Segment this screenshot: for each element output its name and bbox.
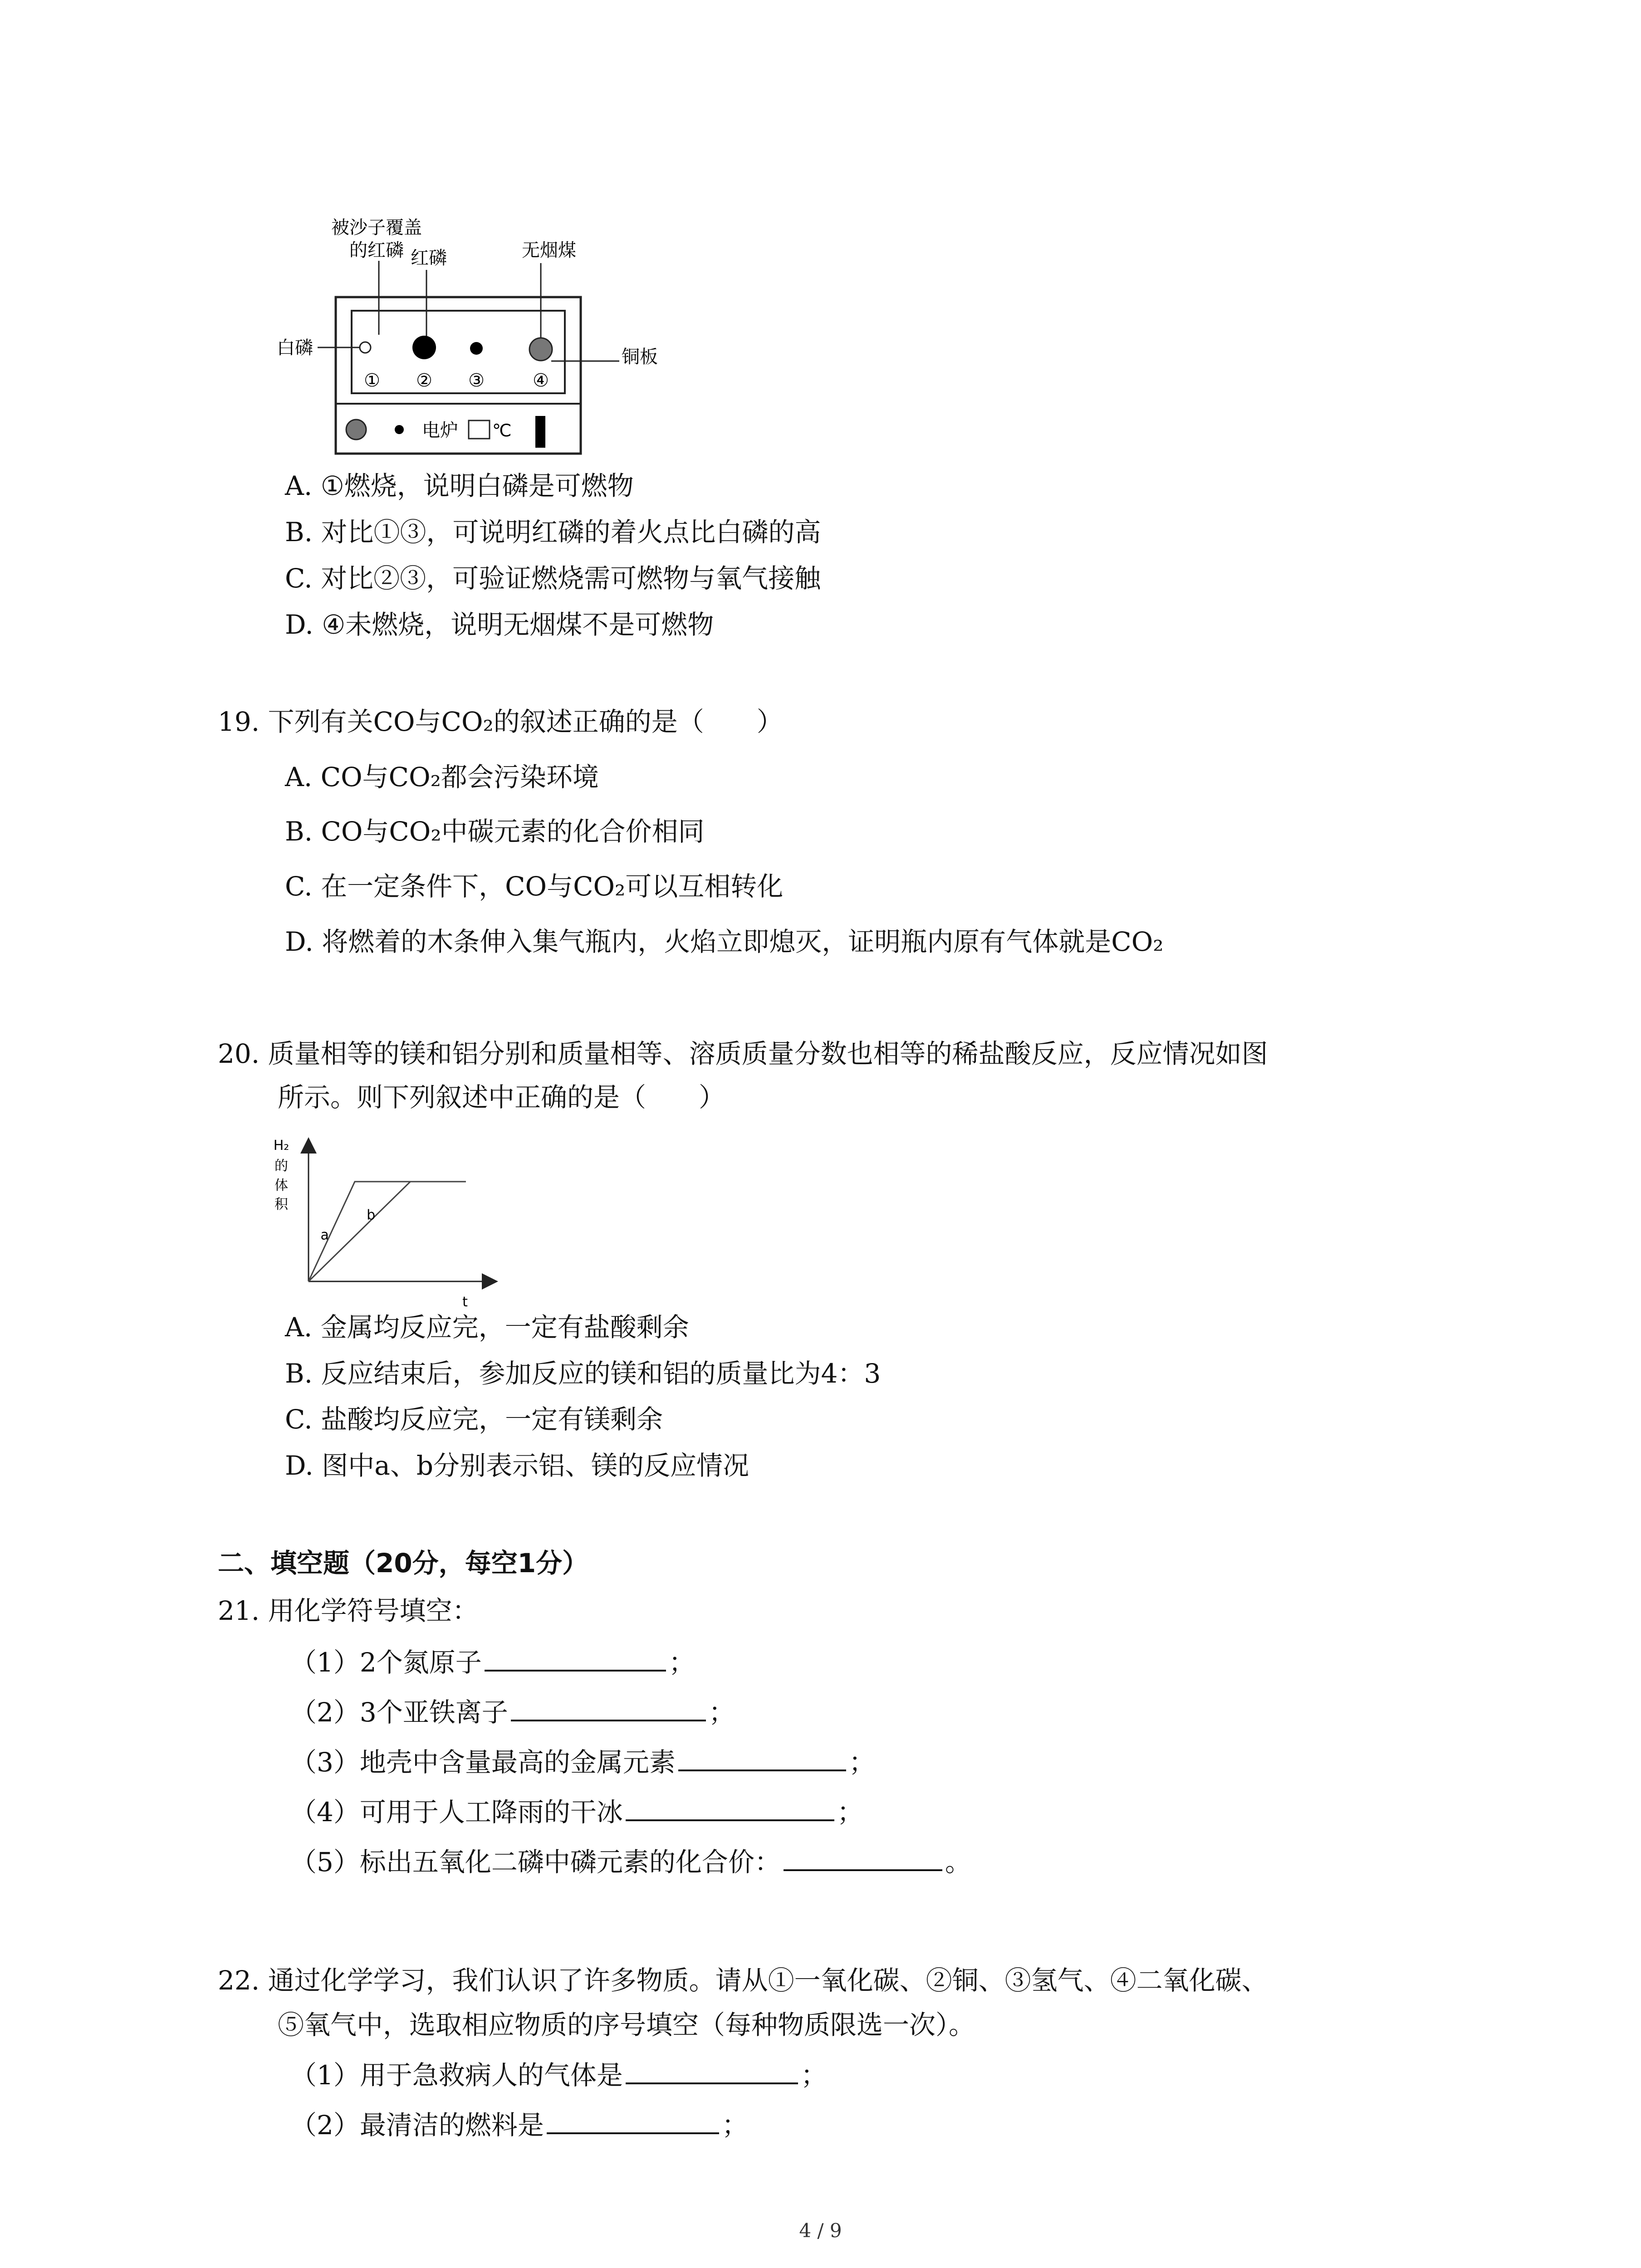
q21-item-1-end: ；	[668, 1647, 695, 1678]
q21-item-4-end: ；	[837, 1797, 863, 1828]
q22-stem-line1: 22. 通过化学学习，我们认识了许多物质。请从①一氧化碳、②铜、③氢气、④二氧化碳、	[218, 1965, 1268, 1996]
stove-label: 电炉	[422, 420, 458, 441]
label-white-phosphorus: 白磷	[277, 337, 313, 358]
answer-blank[interactable]	[511, 1694, 706, 1721]
q21-stem: 21. 用化学符号填空：	[218, 1595, 479, 1626]
y-axis-label-line3: 体	[274, 1178, 288, 1193]
q22-item-1-end: ；	[800, 2060, 827, 2091]
answer-blank[interactable]	[626, 2057, 798, 2084]
series-label-a: a	[320, 1227, 329, 1243]
q20-option-a: A. 金属均反应完，一定有盐酸剩余	[285, 1312, 689, 1343]
section-2-title: 二、填空题（20分，每空1分）	[218, 1548, 589, 1579]
marker-4: ④	[533, 370, 549, 391]
covered-red-phosphorus-sample	[412, 336, 436, 359]
q21-item-5-end: 。	[945, 1847, 971, 1877]
q18-option-c: C. 对比②③，可验证燃烧需可燃物与氧气接触	[285, 563, 821, 594]
white-phosphorus-sample	[360, 342, 371, 353]
q21-item-2	[290, 1694, 735, 1729]
anthracite-sample	[529, 338, 552, 361]
q21-item-5-text: （5）标出五氧化二磷中磷元素的化合价：	[290, 1847, 781, 1877]
answer-blank[interactable]	[626, 1794, 834, 1821]
x-axis-label: t	[462, 1294, 468, 1310]
y-axis-label-line1: H₂	[273, 1138, 289, 1154]
q22-stem-line2: ⑤氧气中，选取相应物质的序号填空（每种物质限选一次）。	[278, 2009, 975, 2040]
answer-blank[interactable]	[784, 1844, 942, 1871]
stove-indicator-icon	[395, 425, 404, 434]
q21-item-3-text: （3）地壳中含量最高的金属元素	[290, 1747, 676, 1778]
answer-blank[interactable]	[547, 2107, 719, 2134]
q18-option-a: A. ①燃烧，说明白磷是可燃物	[285, 470, 634, 501]
q21-item-4-text: （4）可用于人工降雨的干冰	[290, 1797, 623, 1828]
y-axis-label-line4: 积	[274, 1197, 288, 1212]
series-line-a	[309, 1182, 466, 1281]
q21-item-3	[290, 1744, 875, 1779]
temperature-display-icon	[469, 420, 490, 439]
combustion-experiment-figure	[263, 213, 694, 467]
q19-option-b: B. CO与CO₂中碳元素的化合价相同	[285, 816, 705, 847]
q19-stem: 19. 下列有关CO与CO₂的叙述正确的是（ ）	[218, 706, 783, 737]
label-red-phosphorus: 红磷	[411, 248, 447, 269]
q19-option-d: D. 将燃着的木条伸入集气瓶内，火焰立即熄灭，证明瓶内原有气体就是CO₂	[285, 926, 1164, 957]
q22-item-1	[290, 2057, 827, 2092]
red-phosphorus-sample	[470, 342, 483, 355]
label-covered-red-phosphorus-2: 的红磷	[349, 240, 404, 261]
marker-3: ③	[468, 370, 485, 391]
q20-option-b: B. 反应结束后，参加反应的镁和铝的质量比为4：3	[285, 1358, 881, 1389]
q21-item-2-text: （2）3个亚铁离子	[290, 1697, 508, 1728]
y-axis-label-line2: 的	[274, 1158, 288, 1174]
q20-option-d: D. 图中a、b分别表示铝、镁的反应情况	[285, 1450, 749, 1481]
q21-item-3-end: ；	[848, 1747, 875, 1778]
q21-item-4	[290, 1794, 863, 1828]
q18-option-d: D. ④未燃烧，说明无烟煤不是可燃物	[285, 609, 714, 640]
q21-item-1-text: （1）2个氮原子	[290, 1647, 482, 1678]
q19-option-a: A. CO与CO₂都会污染环境	[285, 762, 599, 792]
temperature-unit: ℃	[492, 420, 512, 440]
q18-option-b: B. 对比①③，可说明红磷的着火点比白磷的高	[285, 517, 821, 547]
q20-stem-line2: 所示。则下列叙述中正确的是（ ）	[278, 1082, 725, 1113]
q22-item-2-text: （2）最清洁的燃料是	[290, 2110, 544, 2141]
q21-item-5	[290, 1844, 971, 1878]
series-label-b: b	[367, 1207, 376, 1223]
q20-option-c: C. 盐酸均反应完，一定有镁剩余	[285, 1404, 663, 1435]
q20-stem-line1: 20. 质量相等的镁和铝分别和质量相等、溶质质量分数也相等的稀盐酸反应，反应情况如图	[218, 1038, 1268, 1069]
q21-item-1	[290, 1644, 695, 1679]
label-anthracite: 无烟煤	[522, 240, 576, 261]
label-covered-red-phosphorus: 被沙子覆盖	[331, 217, 422, 238]
stove-knob-icon	[346, 420, 366, 440]
page-number: 4 / 9	[799, 2219, 842, 2242]
marker-2: ②	[416, 370, 432, 391]
q21-item-2-end: ；	[708, 1697, 735, 1728]
answer-blank[interactable]	[485, 1644, 666, 1672]
q22-item-2-end: ；	[721, 2110, 748, 2141]
answer-blank[interactable]	[678, 1744, 846, 1771]
marker-1: ①	[364, 370, 380, 391]
q22-item-1-text: （1）用于急救病人的气体是	[290, 2060, 623, 2091]
hydrogen-volume-chart	[268, 1136, 504, 1318]
label-copper-plate: 铜板	[622, 347, 658, 367]
q19-option-c: C. 在一定条件下，CO与CO₂可以互相转化	[285, 871, 784, 902]
stove-switch-icon	[535, 416, 545, 448]
q22-item-2	[290, 2107, 748, 2141]
